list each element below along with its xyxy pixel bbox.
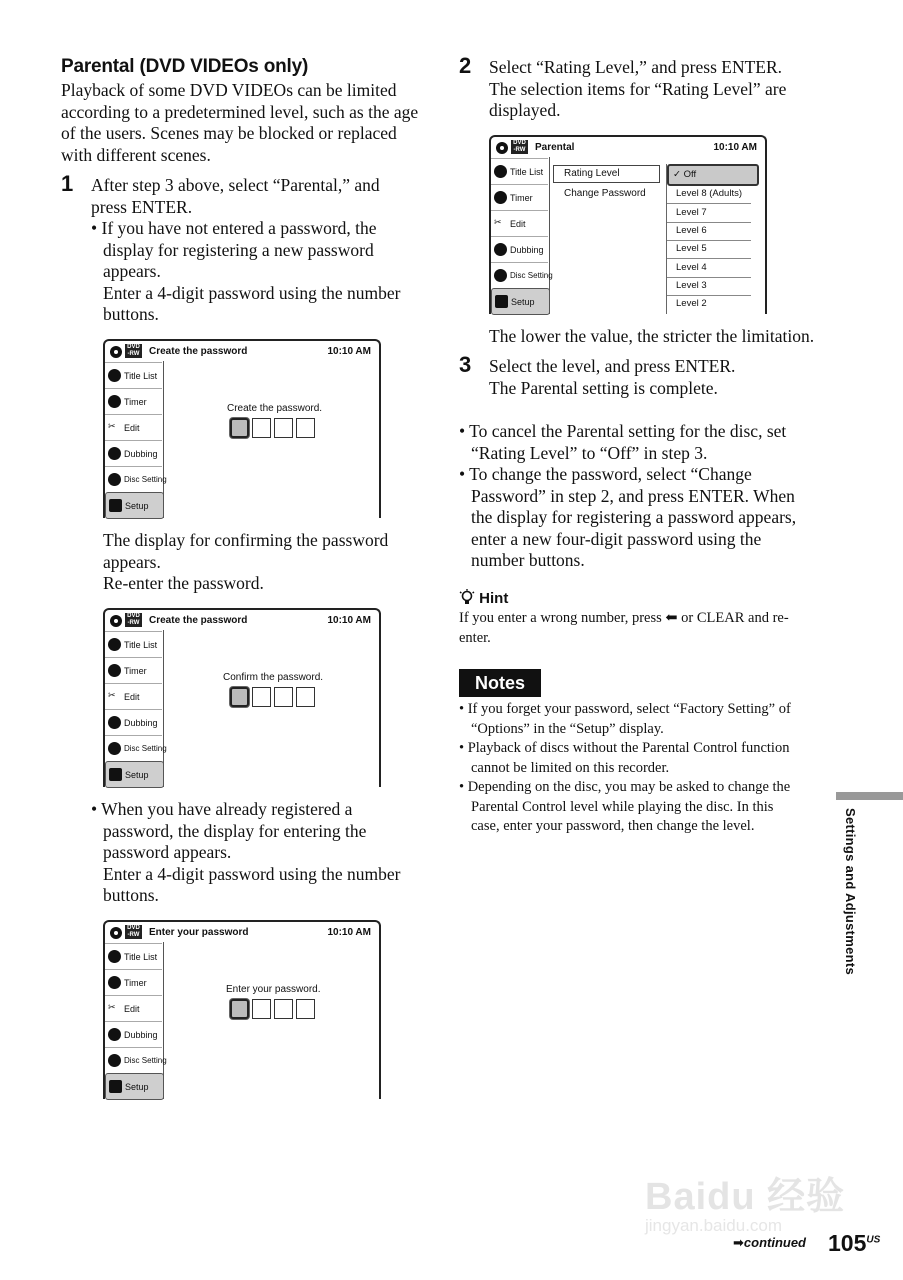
- confirm-line: The display for confirming the password: [103, 530, 389, 550]
- scissors-icon: ✂: [108, 1002, 116, 1012]
- screen-menu: [105, 630, 167, 787]
- password-digit-box[interactable]: [252, 418, 271, 438]
- menu-item-title-list[interactable]: Title List: [105, 943, 162, 969]
- password-digit-box[interactable]: [230, 999, 249, 1019]
- password-digit-box[interactable]: [274, 999, 293, 1019]
- menu-item-disc-setting[interactable]: Disc Setting: [105, 1047, 162, 1073]
- toolbox-icon: [495, 295, 508, 308]
- scissors-icon: ✂: [108, 421, 116, 431]
- step1-bullet1: [91, 218, 431, 326]
- screen-titlebar: [105, 610, 379, 630]
- password-digit-box[interactable]: [274, 687, 293, 707]
- intro-line: Playback of some DVD VIDEOs can be limited: [61, 80, 397, 100]
- menu-item-edit[interactable]: ✂ Edit: [491, 210, 548, 236]
- side-section-label: Settings and Adjustments: [843, 808, 858, 976]
- password-digit-box[interactable]: [230, 687, 249, 707]
- screen-time: 10:10 AM: [713, 142, 757, 153]
- side-tab-marker: [836, 792, 903, 800]
- screen-title: Create the password: [149, 615, 248, 626]
- bullet-line: appears.: [103, 261, 161, 281]
- watermark-url: jingyan.baidu.com: [645, 1216, 783, 1235]
- screen-titlebar: [491, 137, 765, 157]
- step2-line: The selection items for “Rating Level” are: [489, 78, 787, 99]
- step-number: 2: [459, 53, 472, 78]
- note-line: • If you forget your password, select “Factory Setting” of: [459, 701, 791, 717]
- dvd-rw-icon: DVD -RW: [125, 925, 142, 939]
- bullet-line: buttons.: [103, 304, 159, 324]
- bullet-line: Enter a 4-digit password using the number: [103, 282, 401, 303]
- level-option[interactable]: Level 4: [667, 259, 751, 278]
- confirm-line: Re-enter the password.: [103, 573, 264, 593]
- password-boxes: [230, 687, 315, 707]
- password-digit-box[interactable]: [230, 418, 249, 438]
- title-list-icon: [108, 369, 121, 382]
- dvd-rw-icon: DVD -RW: [511, 140, 528, 154]
- bullet-line: • To cancel the Parental setting for the disc, set: [459, 421, 787, 441]
- continued-label: ➡continued: [733, 1235, 806, 1250]
- title-list-icon: [494, 165, 507, 178]
- timer-icon: [494, 191, 507, 204]
- step1-line: After step 3 above, select “Parental,” and: [91, 175, 380, 195]
- toolbox-icon: [109, 768, 122, 781]
- menu-item-timer[interactable]: Timer: [105, 388, 162, 414]
- title-list-icon: [108, 950, 121, 963]
- level-option[interactable]: Level 5: [667, 240, 751, 259]
- menu-item-title-list[interactable]: Title List: [491, 158, 548, 184]
- step2-text: [489, 57, 829, 122]
- dvd-rw-icon: DVD -RW: [125, 344, 142, 358]
- menu-item-setup[interactable]: Setup: [105, 1073, 164, 1100]
- password-digit-box[interactable]: [296, 999, 315, 1019]
- disc-setting-icon: [108, 742, 121, 755]
- step2-line: Select “Rating Level,” and press ENTER.: [489, 57, 783, 77]
- confirm-password-screen: [103, 608, 381, 787]
- menu-item-title-list[interactable]: Title List: [105, 631, 162, 657]
- bullet-line: • If you have not entered a password, the: [91, 218, 377, 238]
- menu-item-dubbing[interactable]: Dubbing: [491, 236, 548, 262]
- note-line: • Depending on the disc, you may be asked to change the: [459, 779, 791, 795]
- scissors-icon: ✂: [494, 217, 502, 227]
- menu-item-timer[interactable]: Timer: [491, 184, 548, 210]
- scissors-icon: ✂: [108, 690, 116, 700]
- notes-badge: Notes: [459, 669, 541, 697]
- menu-item-dubbing[interactable]: Dubbing: [105, 1021, 162, 1047]
- menu-item-edit[interactable]: ✂ Edit: [105, 414, 162, 440]
- screen-time: 10:10 AM: [327, 346, 371, 357]
- notes-list: [459, 700, 829, 837]
- dubbing-icon: [108, 1028, 121, 1041]
- step1-text: [91, 175, 431, 218]
- menu-item-dubbing[interactable]: Dubbing: [105, 709, 162, 735]
- timer-icon: [108, 664, 121, 677]
- level-option[interactable]: Level 3: [667, 277, 751, 296]
- disc-icon: [496, 142, 508, 154]
- toolbox-icon: [109, 499, 122, 512]
- disc-setting-icon: [108, 1054, 121, 1067]
- bullet-line: • To change the password, select “Change: [459, 464, 752, 484]
- disc-setting-icon: [108, 473, 121, 486]
- step3-text: [489, 356, 829, 399]
- intro-line: according to a predetermined level, such as the age: [61, 101, 419, 122]
- password-digit-box[interactable]: [274, 418, 293, 438]
- hint-heading: [459, 589, 508, 607]
- password-boxes: [230, 418, 315, 438]
- disc-icon: [110, 346, 122, 358]
- menu-item-setup[interactable]: Setup: [105, 761, 164, 788]
- screen-menu: [105, 942, 167, 1099]
- password-digit-box[interactable]: [252, 999, 271, 1019]
- bullet-line: password, the display for entering the: [103, 820, 367, 841]
- toolbox-icon: [109, 1080, 122, 1093]
- menu-item-dubbing[interactable]: Dubbing: [105, 440, 162, 466]
- screen-time: 10:10 AM: [327, 927, 371, 938]
- create-password-screen: [103, 339, 381, 518]
- change-password-option[interactable]: Change Password: [564, 188, 646, 199]
- screen-menu: [491, 157, 553, 314]
- disc-icon: [110, 927, 122, 939]
- password-prompt: Confirm the password.: [223, 672, 324, 683]
- menu-item-disc-setting[interactable]: Disc Setting: [105, 735, 162, 761]
- timer-icon: [108, 395, 121, 408]
- note-line: cannot be limited on this recorder.: [471, 759, 670, 776]
- bullet-line: number buttons.: [471, 550, 585, 570]
- bullet-line: the display for registering a password appears,: [471, 507, 797, 527]
- screen-menu: [105, 361, 167, 518]
- menu-item-title-list[interactable]: Title List: [105, 362, 162, 388]
- dubbing-icon: [108, 447, 121, 460]
- enter-password-screen: [103, 920, 381, 1099]
- menu-item-timer[interactable]: Timer: [105, 969, 162, 995]
- intro-line: with different scenes.: [61, 144, 211, 165]
- bullet-line: “Rating Level” to “Off” in step 3.: [471, 442, 708, 463]
- disc-icon: [110, 615, 122, 627]
- menu-item-disc-setting[interactable]: Disc Setting: [105, 466, 162, 492]
- password-digit-box[interactable]: [296, 418, 315, 438]
- section-title: Parental (DVD VIDEOs only): [61, 56, 309, 77]
- step2-after: The lower the value, the stricter the limitation.: [489, 326, 815, 346]
- bullet-line: Enter a 4-digit password using the number: [103, 863, 401, 884]
- hint-line: enter.: [459, 629, 491, 646]
- menu-item-setup[interactable]: Setup: [491, 288, 550, 315]
- dvd-rw-icon: DVD -RW: [125, 613, 142, 627]
- password-prompt: Enter your password.: [226, 984, 321, 995]
- screen-titlebar: [105, 922, 379, 942]
- level-option[interactable]: Level 8 (Adults): [667, 185, 751, 204]
- level-option[interactable]: Level 7: [667, 204, 751, 223]
- step3-line: The Parental setting is complete.: [489, 377, 718, 398]
- bullet-line: password appears.: [103, 842, 232, 862]
- menu-item-disc-setting[interactable]: Disc Setting: [491, 262, 548, 288]
- note-line: Parental Control level while playing the disc. In this: [471, 798, 774, 815]
- menu-item-edit[interactable]: ✂ Edit: [105, 995, 162, 1021]
- password-prompt: Create the password.: [227, 403, 323, 414]
- parental-screen: [489, 135, 767, 314]
- lightbulb-icon: [459, 589, 475, 606]
- screen-title: Parental: [535, 142, 575, 153]
- note-line: case, enter your password, then change the level.: [471, 818, 755, 834]
- step-number: 3: [459, 352, 472, 377]
- bullet-line: Password” in step 2, and press ENTER. When: [471, 485, 795, 506]
- step2-line: displayed.: [489, 100, 561, 120]
- bullet-line: display for registering a new password: [103, 239, 374, 260]
- step-number: 1: [61, 171, 74, 196]
- watermark-logo: Baidu 经验: [645, 1176, 846, 1218]
- menu-item-setup[interactable]: Setup: [105, 492, 164, 519]
- menu-item-edit[interactable]: ✂ Edit: [105, 683, 162, 709]
- step1-line: press ENTER.: [91, 196, 193, 217]
- level-option-off[interactable]: ✓ Off: [667, 164, 759, 186]
- step1-bullet2: [91, 799, 431, 907]
- step3-line: Select the level, and press ENTER.: [489, 356, 736, 376]
- bullet-line: enter a new four-digit password using the: [471, 528, 762, 549]
- confirm-line: appears.: [103, 551, 161, 572]
- menu-item-timer[interactable]: Timer: [105, 657, 162, 683]
- intro-line: of the users. Scenes may be blocked or replaced: [61, 123, 397, 143]
- screen-time: 10:10 AM: [327, 615, 371, 626]
- level-option[interactable]: Level 6: [667, 222, 751, 241]
- rating-level-option[interactable]: Rating Level: [553, 165, 660, 183]
- password-digit-box[interactable]: [252, 687, 271, 707]
- screen-titlebar: [105, 341, 379, 361]
- screen-title: Enter your password: [149, 927, 249, 938]
- confirm-text: [103, 530, 423, 595]
- screen-title: Create the password: [149, 346, 248, 357]
- bullet-line: • When you have already registered a: [91, 799, 353, 819]
- note-line: • Playback of discs without the Parental Control function: [459, 740, 790, 756]
- note-line: “Options” in the “Setup” display.: [471, 720, 664, 737]
- password-digit-box[interactable]: [296, 687, 315, 707]
- hint-line: If you enter a wrong number, press ⬅ or CLEAR and re-: [459, 610, 789, 626]
- page-number: $105^{US}$: [828, 1230, 881, 1256]
- dubbing-icon: [494, 243, 507, 256]
- section-intro: [61, 80, 431, 166]
- title-list-icon: [108, 638, 121, 651]
- dubbing-icon: [108, 716, 121, 729]
- disc-setting-icon: [494, 269, 507, 282]
- hint-text: [459, 609, 827, 648]
- level-option[interactable]: Level 2: [676, 298, 707, 309]
- right-bullets: [459, 421, 824, 572]
- bullet-line: buttons.: [103, 885, 159, 905]
- hint-label: Hint: [479, 590, 509, 607]
- rating-level-list: [666, 164, 767, 314]
- password-boxes: [230, 999, 315, 1019]
- timer-icon: [108, 976, 121, 989]
